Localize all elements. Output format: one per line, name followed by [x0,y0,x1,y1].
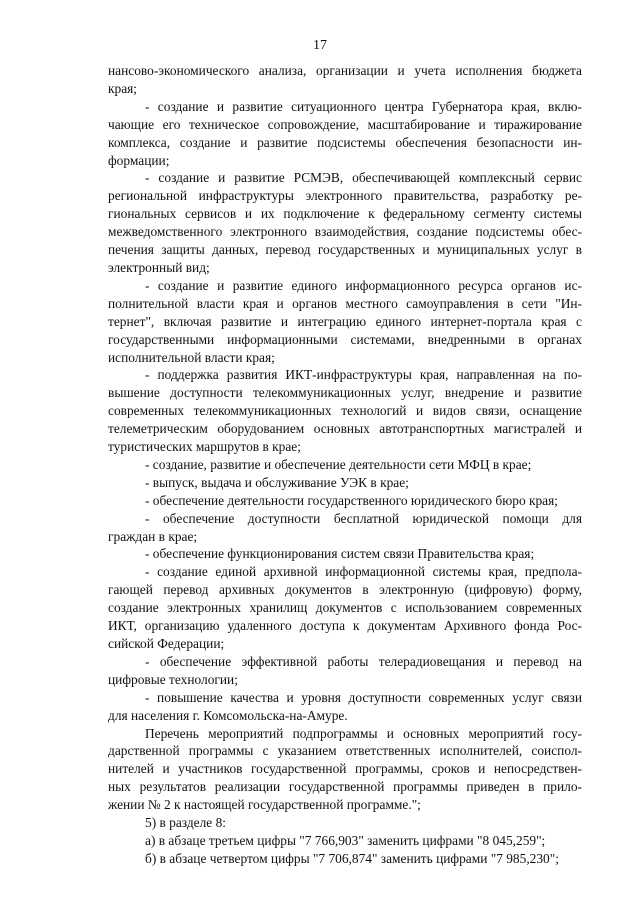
text-line: печения защиты данных, перевод государственных и муниципальных услуг в [108,242,582,258]
text-line: дарственной программы с указанием ответственных исполнителей, соиспол- [108,743,582,759]
text-line: государственными информационными системами, внедренными в органах [108,331,582,347]
text-line: комплекса, создание и развитие подсистемы обеспечения безопасности ин- [108,134,582,150]
text-line: региональной инфраструктуры электронного правительства, разработку ре- [108,188,582,204]
text-line: сийской Федерации; [108,636,225,651]
text-line: гиональных сервисов и их подключение к федеральному сегменту системы [108,206,582,222]
text-line: туристических маршрутов в крае; [108,439,301,455]
text-line: - обеспечение эффективной работы телерадиовещания и перевод на [145,653,582,669]
text-line: для населения г. Комсомольска-на-Амуре. [108,707,348,723]
text-line: 5) в разделе 8: [145,815,227,831]
text-line: ных результатов реализации государственной программы приведен в прило- [108,779,582,795]
text-line: гающей перевод архивных документов в электронную (цифровую) форму, [108,582,582,598]
text-line: - обеспечение функционирования систем связи Правительства края; [145,546,535,562]
text-line: а) в абзаце третьем цифры "7 766,903" заменить цифрами "8 045,259"; [145,832,546,848]
text-line: тернет", включая развитие и интеграцию единого интернет-портала края с [108,313,582,329]
text-line: исполнительной власти края; [108,349,275,365]
text-line: формации; [108,152,170,168]
text-line: - создание и развитие ситуационного центра Губернатора края, вклю- [145,98,582,114]
text-line: граждан в крае; [108,528,198,544]
text-line: современных телекоммуникационных технологий и видов связи, оснащение [108,403,582,419]
text-line: жении № 2 к настоящей государственной программе."; [108,797,421,813]
text-line: - обеспечение деятельности государственного юридического бюро края; [145,492,559,508]
document-body [108,62,582,868]
text-line: чающие его техническое сопровождение, масштабирование и тиражирование [108,116,582,132]
text-line: нителей и участников государственной программы, сроков и непосредствен- [108,761,582,777]
text-line: - создание, развитие и обеспечение деятельности сети МФЦ в крае; [145,456,532,472]
text-line: создание электронных хранилищ документов с использованием современных [108,600,582,616]
text-line: цифровые технологии; [108,671,238,687]
text-line: - создание и развитие РСМЭВ, обеспечивающей комплексный сервис [145,170,582,186]
text-line: б) в абзаце четвертом цифры "7 706,874" заменить цифрами "7 985,230"; [145,850,559,866]
text-line: Перечень мероприятий подпрограммы и основных мероприятий госу- [145,725,582,741]
text-line: полнительной власти края и органов местного самоуправления в сети "Ин- [108,295,582,311]
text-line: телеметрическим оборудованием основных автотранспортных магистралей и [108,421,582,437]
text-line: - создание единой архивной информационной системы края, предпола- [145,564,582,580]
text-line: вышение доступности телекоммуникационных услуг, внедрение и развитие [108,385,582,401]
text-line: ИКТ, организацию удаленного доступа к документам Архивного фонда Рос- [108,618,582,634]
text-line: - выпуск, выдача и обслуживание УЭК в крае; [145,474,409,490]
text-line: - создание и развитие единого информационного ресурса органов ис- [145,277,582,293]
text-line: - поддержка развития ИКТ-инфраструктуры края, направленная на по- [145,367,582,383]
page-number: 17 [313,38,327,53]
text-line: межведомственного электронного взаимодействия, создание подсистемы обес- [108,224,582,240]
text-line: нансово-экономического анализа, организации и учета исполнения бюджета [108,63,582,78]
text-line: края; [108,80,138,96]
text-line: - повышение качества и уровня доступности современных услуг связи [145,689,582,705]
text-line: электронный вид; [108,259,210,275]
text-line: - обеспечение доступности бесплатной юридической помощи для [145,510,582,526]
